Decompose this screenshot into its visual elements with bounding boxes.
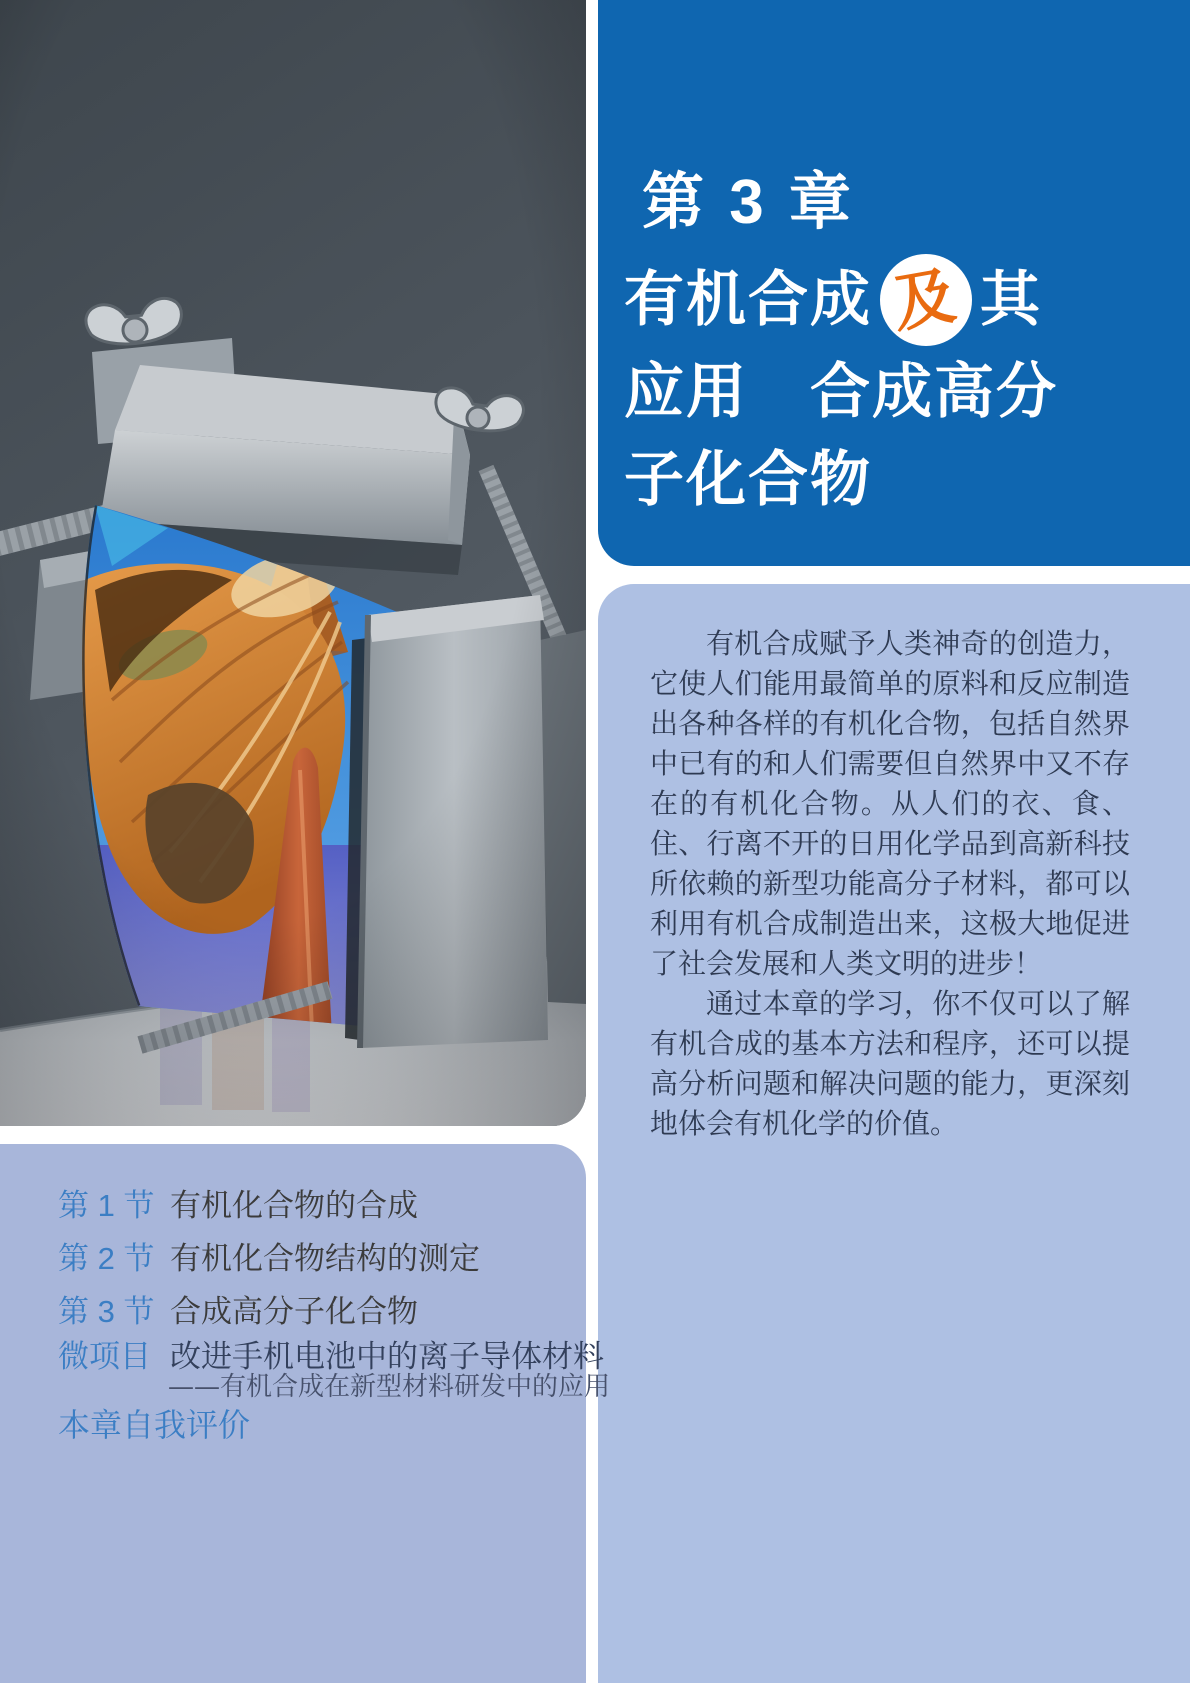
toc-item-section-2	[58, 1233, 480, 1278]
toc-section-1-label: 第 1 节	[58, 1188, 155, 1223]
toc-microproject-title: 改进手机电池中的离子导体材料	[170, 1339, 604, 1375]
photo-vignette	[0, 0, 586, 1126]
chapter-title-line1	[624, 252, 1184, 348]
chapter-title-line2: 应用 合成高分	[624, 358, 1058, 425]
chapter-intro-panel	[598, 584, 1190, 1683]
toc-panel	[0, 1144, 611, 1683]
toc-item-section-3	[58, 1286, 418, 1331]
chapter-photo	[0, 0, 586, 1126]
chapter-title-line1-pre: 有机合成	[624, 266, 872, 333]
chapter-title-line1-post: 其	[980, 266, 1042, 333]
toc-self-assessment: 本章自我评价	[58, 1407, 251, 1443]
toc-section-2-title: 有机化合物结构的测定	[170, 1241, 480, 1276]
toc-item-section-1	[58, 1180, 418, 1225]
toc-section-1-title: 有机化合物的合成	[170, 1188, 418, 1223]
chapter-title	[624, 252, 1184, 524]
toc-section-2-label: 第 2 节	[58, 1241, 155, 1276]
toc-section-3-label: 第 3 节	[58, 1294, 155, 1329]
flexible-display-photo-graphic	[0, 0, 586, 1126]
chapter-header-panel	[598, 0, 1190, 566]
chapter-number: 第 3 章	[642, 168, 855, 237]
intro-paragraph-1: 有机合成赋予人类神奇的创造力，它使人们能用最简单的原料和反应制造出各种各样的有机化合物，包括自然界中已有的和人们需要但自然界中又不存在的有机化合物。从人们的衣、食、住、行离不开的日用化学品到高新科技所依赖的新型功能高分子材料，都可以利用有机合成制造出来，这极大地促进了社会发展和人类文明的进步！	[650, 627, 1130, 980]
ji-character: 及	[890, 257, 962, 342]
toc-section-3-title: 合成高分子化合物	[170, 1294, 418, 1329]
intro-paragraph-2: 通过本章的学习，你不仅可以了解有机合成的基本方法和程序，还可以提高分析问题和解决问题的能力，更深刻地体会有机化学的价值。	[650, 987, 1130, 1140]
chapter-title-line3: 子化合物	[624, 446, 872, 513]
toc-microproject-label: 微项目	[58, 1339, 151, 1375]
toc-microproject-subtitle: ——有机合成在新型材料研发中的应用	[168, 1372, 611, 1402]
ji-circle-badge	[880, 254, 972, 346]
